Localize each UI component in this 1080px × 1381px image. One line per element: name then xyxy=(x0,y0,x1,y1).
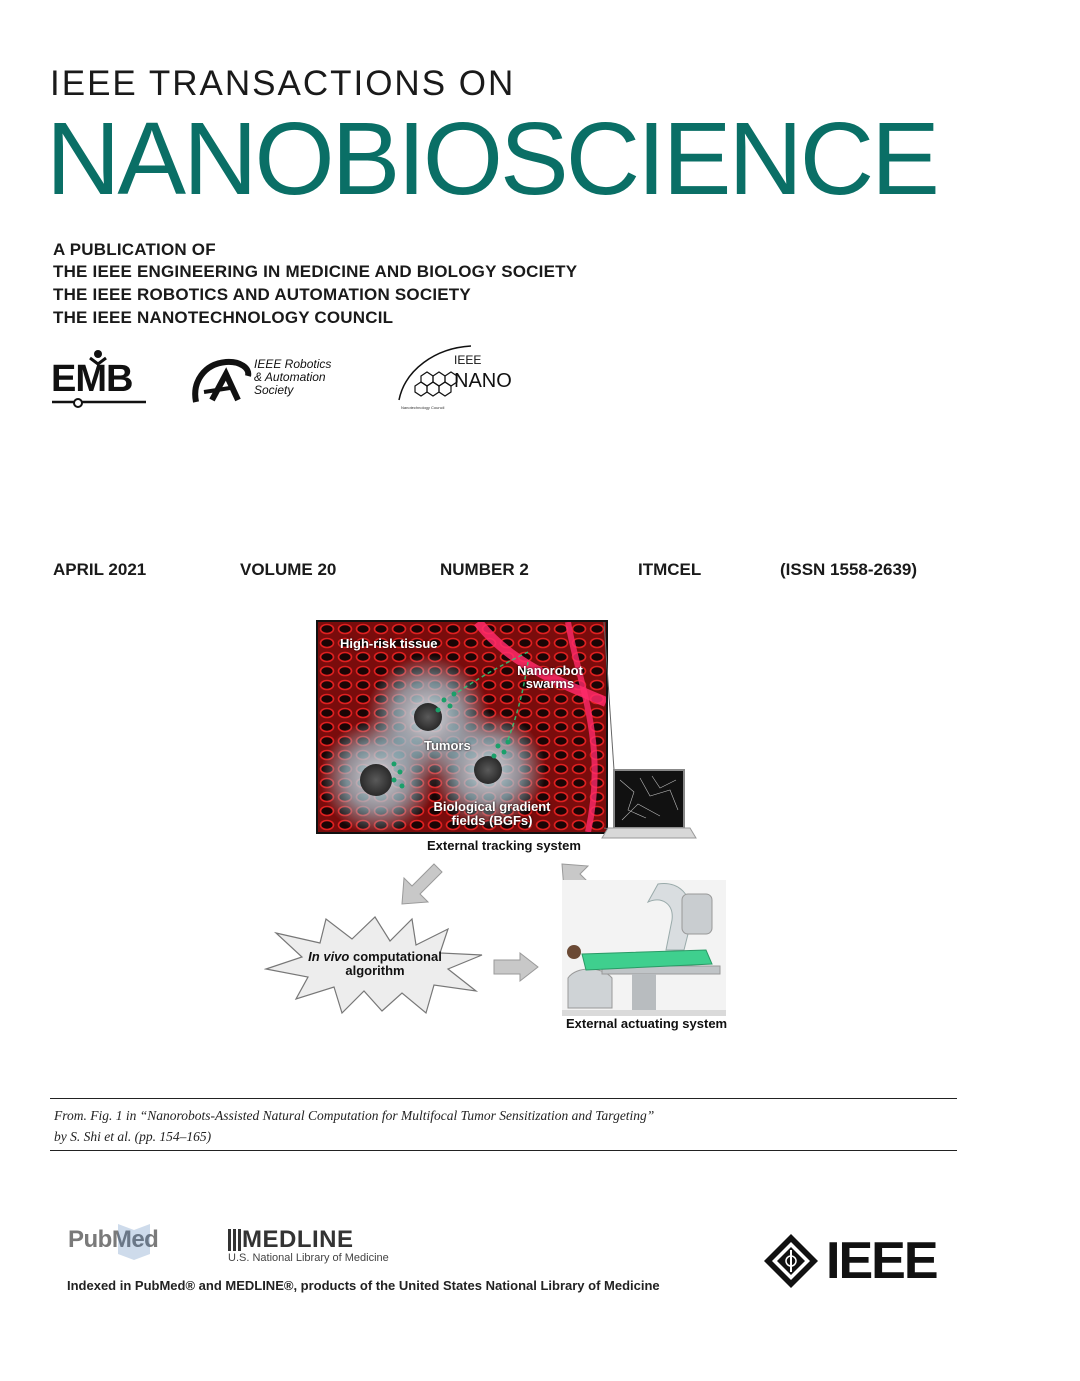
issue-number: NUMBER 2 xyxy=(440,560,529,579)
publication-line: THE IEEE ENGINEERING IN MEDICINE AND BIOLOGY SOCIETY xyxy=(53,262,578,281)
arrow-down-left-icon xyxy=(398,862,444,908)
caption-top-rule xyxy=(50,1098,957,1099)
emb-logo xyxy=(50,348,150,410)
medline-logo xyxy=(228,1226,389,1264)
label-nanorobot-swarms: Nanorobot swarms xyxy=(517,663,583,691)
nano-logo xyxy=(395,344,525,416)
journal-title: NANOBIOSCIENCE xyxy=(46,101,937,216)
issue-volume: VOLUME 20 xyxy=(240,560,337,579)
label-tumors: Tumors xyxy=(424,738,471,753)
label-external-tracking: External tracking system xyxy=(427,838,581,853)
label-high-risk-tissue: High-risk tissue xyxy=(340,636,438,651)
journal-pre-title: IEEE TRANSACTIONS ON xyxy=(50,64,516,103)
publication-line: THE IEEE ROBOTICS AND AUTOMATION SOCIETY xyxy=(53,285,471,304)
caption-line: by S. Shi et al. (pp. 154–165) xyxy=(54,1129,212,1144)
medline-logo-text: MEDLINE xyxy=(242,1226,354,1253)
caption-line: From. Fig. 1 in “Nanorobots-Assisted Natural Computation for Multifocal Tumor Sensitization and Targeting” xyxy=(54,1108,655,1123)
ieee-diamond-icon xyxy=(762,1232,820,1290)
caption-bottom-rule xyxy=(50,1150,957,1151)
tissue-image xyxy=(316,620,608,834)
nano-logo-top: IEEE xyxy=(454,353,482,367)
nano-logo-sub: Nanotechnology Council xyxy=(401,405,445,410)
medline-logo-sub: U.S. National Library of Medicine xyxy=(228,1252,389,1264)
publication-line: THE IEEE NANOTECHNOLOGY COUNCIL xyxy=(53,308,394,327)
label-algorithm: In vivo computational algorithm xyxy=(308,949,442,978)
pubmed-book-icon xyxy=(114,1218,154,1260)
pubmed-logo: PubMed xyxy=(68,1226,159,1253)
nano-logo-main: NANO xyxy=(454,370,512,392)
issue-code: ITMCEL xyxy=(638,560,702,579)
ieee-logo: IEEE xyxy=(826,1232,937,1290)
medline-bars-icon xyxy=(228,1229,242,1251)
ras-logo-line: Society xyxy=(254,383,294,397)
arrow-right-icon xyxy=(492,952,540,982)
laptop-icon xyxy=(590,620,700,850)
publication-line: A PUBLICATION OF xyxy=(53,240,216,259)
ras-logo-line: IEEE Robotics xyxy=(254,357,332,371)
label-bgf: Biological gradient fields (BGFs) xyxy=(433,799,551,828)
indexed-statement: Indexed in PubMed® and MEDLINE®, products of the United States National Library of Medicine xyxy=(67,1278,660,1293)
ras-logo xyxy=(190,352,350,406)
issue-issn: (ISSN 1558-2639) xyxy=(780,560,918,579)
scanner-illustration xyxy=(562,880,726,1016)
ras-logo-line: & Automation xyxy=(254,370,326,384)
emb-logo-text: EMB xyxy=(51,358,133,400)
issue-date: APRIL 2021 xyxy=(53,560,147,579)
label-external-actuating: External actuating system xyxy=(566,1016,728,1031)
